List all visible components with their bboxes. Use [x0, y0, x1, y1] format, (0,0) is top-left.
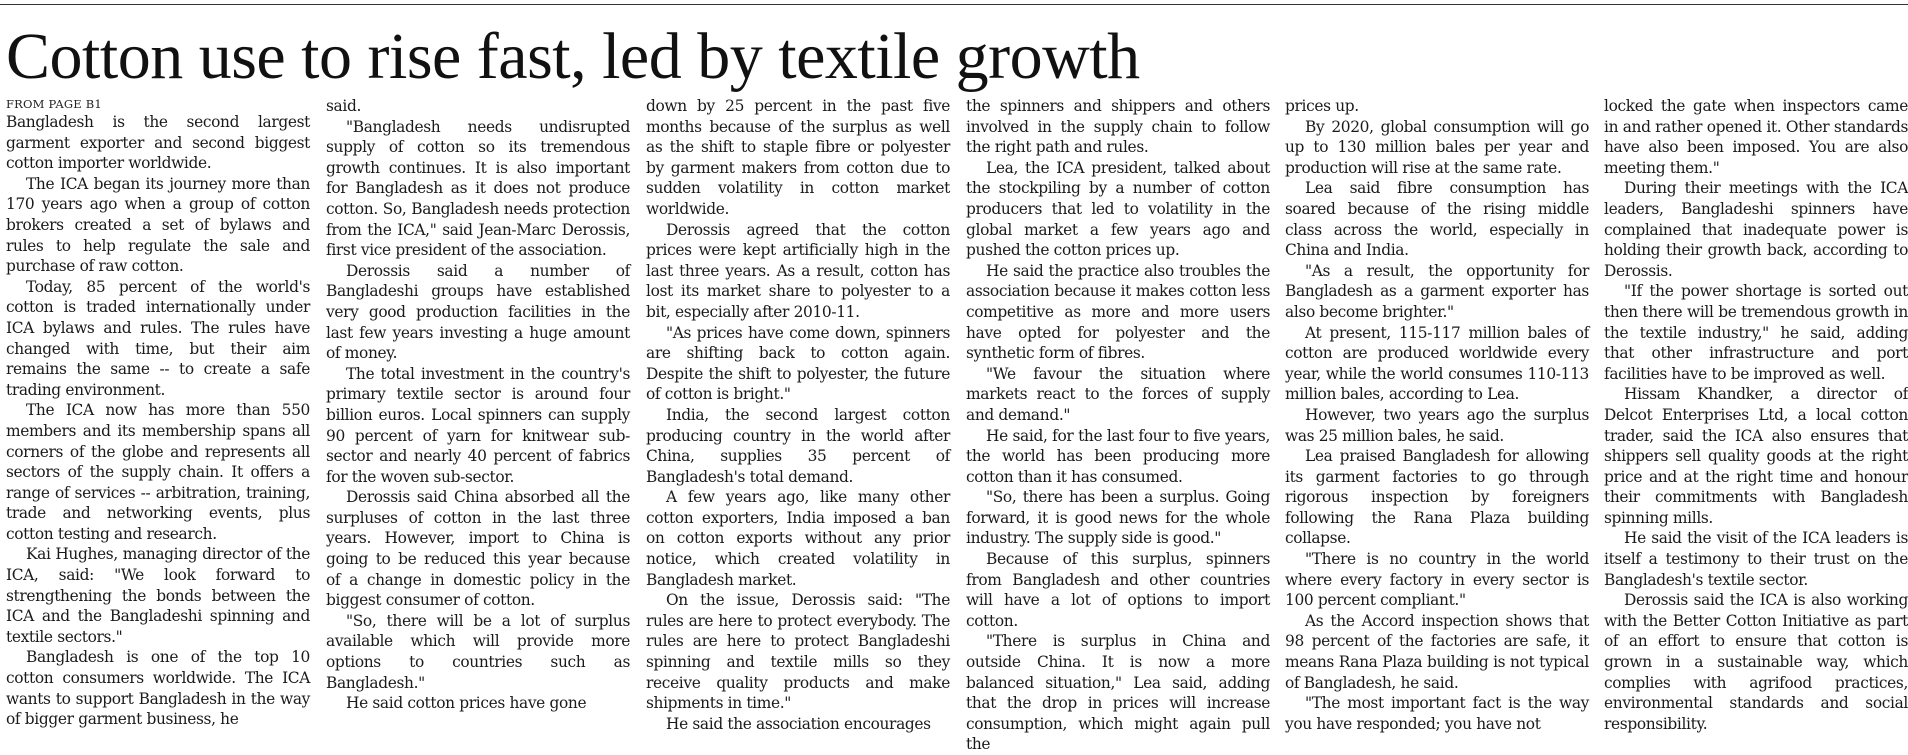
paragraph: He said, for the last four to five years, the world has been producing more cotton than it has consumed. — [966, 426, 1270, 486]
paragraph: "As a result, the opportunity for Bangladesh as a garment exporter has also become brighter." — [1285, 261, 1589, 321]
paragraph: said. — [326, 97, 361, 115]
paragraph: He said the practice also troubles the association because it makes cotton less competitive as more and more users have opted for polyester and the synthetic form of fibres. — [966, 261, 1270, 363]
paragraph: Kai Hughes, managing director of the ICA, said: "We look forward to strengthening the bonds between the ICA and the Bangladeshi spinning and textile sectors." — [6, 545, 310, 646]
top-rule — [0, 4, 1908, 5]
paragraph: At present, 115-117 million bales of cotton are produced worldwide every year, while the world consumes 110-113 million bales, according to Lea. — [1285, 323, 1589, 404]
article-column-2 — [326, 96, 630, 734]
paragraph: Derossis said a number of Bangladeshi groups have established very good production facilities in the last few years investing a huge amount of money. — [326, 261, 630, 363]
paragraph: "Bangladesh needs undisrupted supply of cotton so its tremendous growth continues. It is also important for Bangladesh as it does not produce cotton. So, Bangladesh needs protection from the ICA," said Jean-Marc Derossis, first vice president of the association. — [326, 117, 630, 260]
paragraph: "If the power shortage is sorted out then there will be tremendous growth in the textile industry," he said, adding that other infrastructure and port facilities have to be improved as well. — [1604, 282, 1908, 383]
paragraph: India, the second largest cotton producing country in the world after China, supplies 35 percent of Bangladesh's total demand. — [646, 405, 950, 486]
paragraph: Lea, the ICA president, talked about the stockpiling by a number of cotton producers that led to volatility in the global market a few years ago and pushed the cotton prices up. — [966, 158, 1270, 260]
article-column-6 — [1604, 96, 1908, 734]
paragraph: "We favour the situation where markets react to the forces of supply and demand." — [966, 364, 1270, 424]
paragraph: Lea praised Bangladesh for allowing its garment factories to go through rigorous inspection by foreigners following the Rana Plaza building collapse. — [1285, 447, 1589, 548]
paragraph: As the Accord inspection shows that 98 percent of the factories are safe, it means Rana Plaza building is not typical of Bangladesh, he said. — [1285, 611, 1589, 692]
paragraph: prices up. — [1285, 97, 1359, 115]
paragraph: "As prices have come down, spinners are shifting back to cotton again. Despite the shift to polyester, the future of cotton is bright." — [646, 323, 950, 404]
paragraph: Derossis agreed that the cotton prices were kept artificially high in the last three years. As a result, cotton has lost its market share to polyester to a bit, especially after 2010-11. — [646, 220, 950, 321]
paragraph: "So, there has been a surplus. Going forward, it is good news for the whole industry. The supply side is good." — [966, 488, 1270, 548]
paragraph: The ICA began its journey more than 170 years ago when a group of cotton brokers created a set of bylaws and rules to help regulate the sale and purchase of raw cotton. — [6, 174, 310, 276]
paragraph: down by 25 percent in the past five months because of the surplus as well as the shift to staple fibre or polyester by garment makers from cotton due to sudden volatility in cotton market worldwide. — [646, 97, 950, 218]
paragraph: Bangladesh is one of the top 10 cotton consumers worldwide. The ICA wants to support Bangladesh in the way of bigger garment business, he — [6, 648, 310, 729]
paragraph: However, two years ago the surplus was 25 million bales, he said. — [1285, 405, 1589, 445]
paragraph: "There is surplus in China and outside China. It is now a more balanced situation," Lea said, adding that the drop in prices will increase consumption, which might again pull the — [966, 632, 1270, 754]
paragraph: A few years ago, like many other cotton exporters, India imposed a ban on cotton exports without any prior notice, which created volatility in Bangladesh market. — [646, 488, 950, 589]
paragraph: Hissam Khandker, a director of Delcot Enterprises Ltd, a local cotton trader, said the ICA also ensures that shippers sell quality goods at the right price and at the right time and honour their commitments with Bangladesh spinning mills. — [1604, 385, 1908, 527]
paragraph: During their meetings with the ICA leaders, Bangladeshi spinners have complained that inadequate power is holding their growth back, according to Derossis. — [1604, 179, 1908, 280]
article-column-1 — [6, 96, 310, 734]
paragraph: The ICA now has more than 550 members and its membership spans all corners of the globe and represents all sectors of the supply chain. It offers a range of services -- arbitration, training, trade and networking events, plus cotton testing and research. — [6, 401, 310, 543]
paragraph: "There is no country in the world where every factory in every sector is 100 percent compliant." — [1285, 550, 1589, 610]
paragraph: He said the visit of the ICA leaders is itself a testimony to their trust on the Bangladesh's textile sector. — [1604, 529, 1908, 589]
paragraph: Lea said fibre consumption has soared because of the rising middle class across the world, especially in China and India. — [1285, 179, 1589, 260]
article-column-5 — [1285, 96, 1589, 734]
paragraph: The total investment in the country's primary textile sector is around four billion euros. Local spinners can supply 90 percent of yarn for knitwear sub-sector and nearly 40 percent of fabrics for the woven sub-sector. — [326, 364, 630, 486]
paragraph: Bangladesh is the second largest garment exporter and second biggest cotton importer worldwide. — [6, 113, 310, 173]
paragraph: the spinners and shippers and others involved in the supply chain to follow the right path and rules. — [966, 97, 1270, 157]
paragraph: "So, there will be a lot of surplus available which will provide more options to countries such as Bangladesh." — [326, 611, 630, 692]
paragraph: He said cotton prices have gone — [346, 694, 587, 713]
paragraph: Derossis said China absorbed all the surpluses of cotton in the last three years. However, import to China is going to be reduced this year because of a change in domestic policy in the biggest consumer of cotton. — [326, 488, 630, 610]
article-column-3 — [646, 96, 950, 734]
paragraph: He said the association encourages — [666, 714, 931, 733]
paragraph: Derossis said the ICA is also working with the Better Cotton Initiative as part of an effort to ensure that cotton is grown in a sustainable way, which complies with agrifood practices, environmental standards and social responsibility. — [1604, 591, 1908, 733]
paragraph: Today, 85 percent of the world's cotton is traded internationally under ICA bylaws and rules. The rules have changed with time, but their aim remains the same -- to create a safe trading environment. — [6, 277, 310, 399]
paragraph: By 2020, global consumption will go up to 130 million bales per year and production will rise at the same rate. — [1285, 117, 1589, 177]
paragraph: On the issue, Derossis said: "The rules are here to protect everybody. The rules are here to protect Bangladeshi spinning and textile mills so they receive quality products and make shipments in time." — [646, 591, 950, 713]
paragraph: "The most important fact is the way you have responded; you have not — [1285, 694, 1589, 733]
headline: Cotton use to rise fast, led by textile growth — [6, 20, 1140, 93]
paragraph: locked the gate when inspectors came in and rather opened it. Other standards have also been imposed. You are also meeting them." — [1604, 97, 1908, 177]
kicker: FROM PAGE B1 — [6, 97, 102, 111]
paragraph: Because of this surplus, spinners from Bangladesh and other countries will have a lot of options to import cotton. — [966, 550, 1270, 630]
article-column-4 — [966, 96, 1270, 754]
